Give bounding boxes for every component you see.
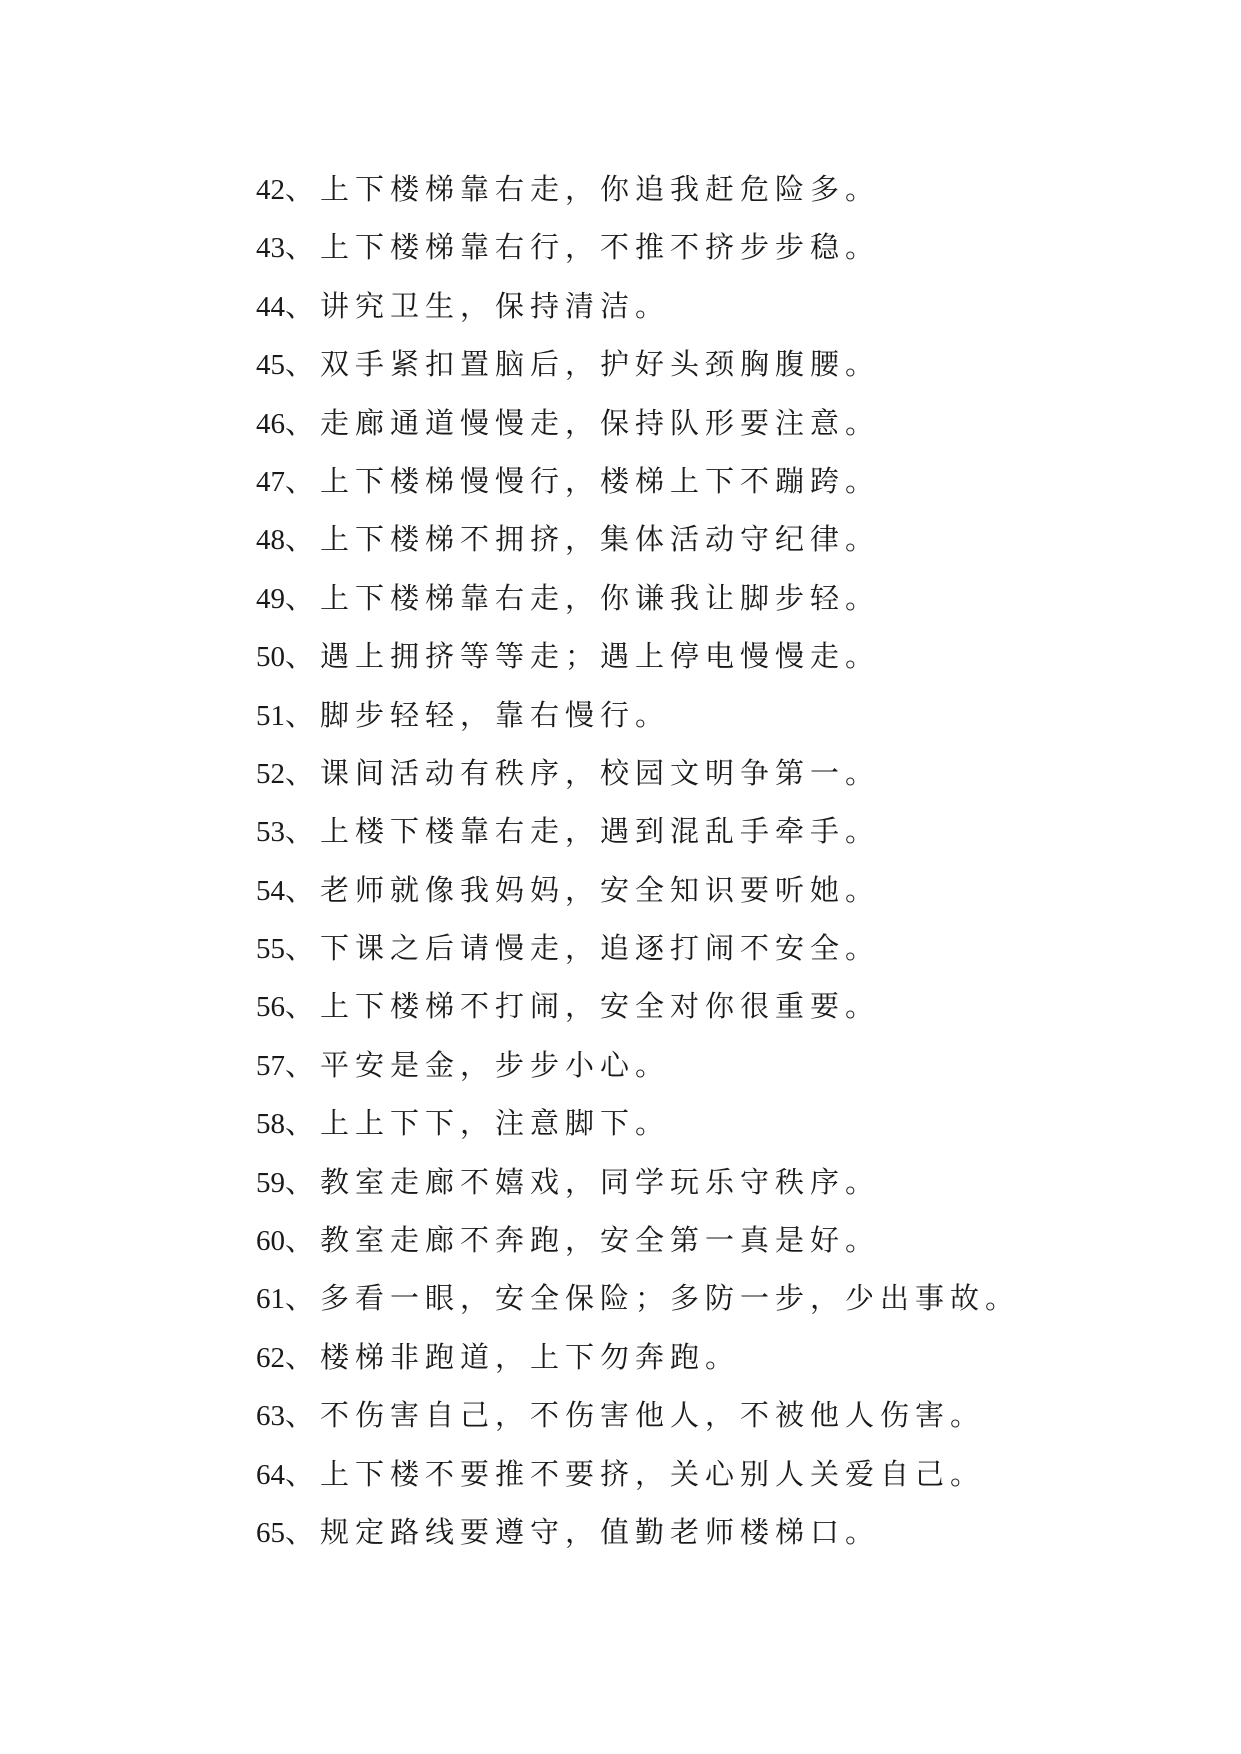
item-text: 、课间活动有秩序，校园文明争第一。: [285, 755, 881, 790]
item-number: 54: [256, 874, 285, 907]
list-item: [256, 277, 1020, 335]
list-item: [256, 1503, 1020, 1561]
item-number: 62: [256, 1341, 285, 1374]
item-number: 50: [256, 641, 285, 674]
item-number: 45: [256, 349, 285, 382]
item-number: 52: [256, 757, 285, 790]
list-item: [256, 218, 1020, 276]
list-item: [256, 1094, 1020, 1152]
item-text: 、楼梯非跑道，上下勿奔跑。: [285, 1339, 741, 1374]
item-text: 、规定路线要遵守，值勤老师楼梯口。: [285, 1514, 881, 1549]
list-item: [256, 802, 1020, 860]
item-number: 58: [256, 1108, 285, 1141]
list-item: [256, 977, 1020, 1035]
slogan-list: [256, 160, 1020, 1561]
item-number: 63: [256, 1400, 285, 1433]
list-item: [256, 1211, 1020, 1269]
list-item: [256, 686, 1020, 744]
item-text: 、不伤害自己，不伤害他人，不被他人伤害。: [285, 1398, 986, 1433]
list-item: [256, 627, 1020, 685]
item-text: 、上下楼梯靠右行，不推不挤步步稳。: [285, 230, 881, 265]
list-item: [256, 1328, 1020, 1386]
item-number: 59: [256, 1166, 285, 1199]
item-text: 、上下楼梯不打闹，安全对你很重要。: [285, 989, 881, 1024]
item-text: 、脚步轻轻，靠右慢行。: [285, 697, 671, 732]
item-text: 、教室走廊不嬉戏，同学玩乐守秩序。: [285, 1164, 881, 1199]
list-item: [256, 1153, 1020, 1211]
item-text: 、老师就像我妈妈，安全知识要听她。: [285, 872, 881, 907]
item-number: 51: [256, 699, 285, 732]
list-item: [256, 510, 1020, 568]
item-text: 、教室走廊不奔跑，安全第一真是好。: [285, 1223, 881, 1258]
item-text: 、遇上拥挤等等走；遇上停电慢慢走。: [285, 639, 881, 674]
item-number: 42: [256, 174, 285, 206]
list-item: [256, 1036, 1020, 1094]
list-item: [256, 569, 1020, 627]
item-number: 60: [256, 1225, 285, 1258]
list-item: [256, 919, 1020, 977]
item-number: 47: [256, 465, 285, 498]
list-item: [256, 160, 1020, 218]
item-text: 、讲究卫生，保持清洁。: [285, 288, 671, 323]
list-item: [256, 335, 1020, 393]
item-text: 、上上下下，注意脚下。: [285, 1106, 671, 1141]
item-text: 、上下楼梯慢慢行，楼梯上下不蹦跨。: [285, 463, 881, 498]
item-number: 57: [256, 1049, 285, 1082]
item-number: 65: [256, 1516, 285, 1549]
item-text: 、下课之后请慢走，追逐打闹不安全。: [285, 931, 881, 966]
item-text: 、上下楼不要推不要挤，关心别人关爱自己。: [285, 1456, 986, 1491]
list-item: [256, 1269, 1020, 1327]
item-text: 、上楼下楼靠右走，遇到混乱手牵手。: [285, 814, 881, 849]
item-number: 61: [256, 1283, 285, 1316]
item-text: 、走廊通道慢慢走，保持队形要注意。: [285, 405, 881, 440]
list-item: [256, 452, 1020, 510]
item-number: 56: [256, 991, 285, 1024]
item-number: 43: [256, 232, 285, 265]
list-item: [256, 1386, 1020, 1444]
item-number: 64: [256, 1458, 285, 1491]
item-text: 、双手紧扣置脑后，护好头颈胸腹腰。: [285, 347, 881, 382]
item-text: 、上下楼梯靠右走，你追我赶危险多。: [285, 172, 881, 206]
item-number: 44: [256, 290, 285, 323]
item-number: 48: [256, 524, 285, 557]
item-number: 46: [256, 407, 285, 440]
list-item: [256, 861, 1020, 919]
item-number: 55: [256, 933, 285, 966]
list-item: [256, 394, 1020, 452]
list-item: [256, 1445, 1020, 1503]
item-number: 53: [256, 816, 285, 849]
item-number: 49: [256, 582, 285, 615]
item-text: 、平安是金，步步小心。: [285, 1047, 671, 1082]
list-item: [256, 744, 1020, 802]
item-text: 、多看一眼，安全保险；多防一步，少出事故。: [285, 1281, 1021, 1316]
item-text: 、上下楼梯不拥挤，集体活动守纪律。: [285, 522, 881, 557]
item-text: 、上下楼梯靠右走，你谦我让脚步轻。: [285, 580, 881, 615]
